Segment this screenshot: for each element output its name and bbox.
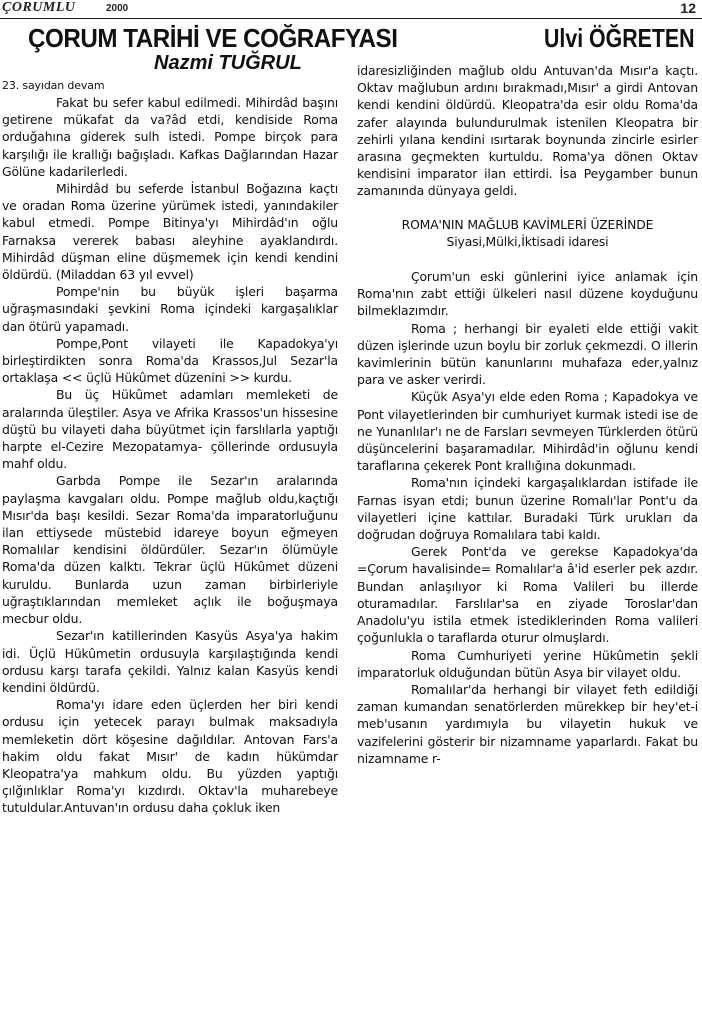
author-right: Ulvi ÖĞRETEN [543, 23, 694, 53]
paragraph: Sezar'ın katillerinden Kasyüs Asya'ya hakim idi. Üçlü Hükûmetin ordusuyla karşılaştığında kendi ordusu karşı tarafa çekildi. Yalnız kalan Kasyüs kendi kendini öldürdü. [2, 628, 338, 695]
paragraph: Fakat bu sefer kabul edilmedi. Mihirdâd başını getirene mükafat da va?âd etdi, kendiside Roma orduğahına giderek sulh istedi. Pompe birçok para karşılığı ile krallığı bağışladı. Kafkas Dağlarından Hazar Gölüne kadarilerledi. [2, 95, 338, 179]
paragraph: Roma ; herhangi bir eyaleti elde ettiği vakit düzen işlerinde uzun boylu bir zorluk çekmezdi. O illerin kavimlerinin bütün kanunlarını muhafaza eder,yalnız para ve asker verirdi. [357, 320, 698, 388]
left-column [2, 78, 338, 817]
page-header [0, 0, 702, 19]
paragraph: Bu üç Hükûmet adamları memleketi de aralarında üleştiler. Asya ve Afrika Krassos'un hissesine düştü bu vilayeti daha büyütmet için farslılarla yaptığı harpte el-Cezire Mezopatamya- çöllerinde ordusuyla mahf oldu. [2, 387, 338, 472]
issue-year: 2000 [106, 3, 129, 14]
paragraph: Mihirdâd bu seferde İstanbul Boğazına kaçtı ve oradan Roma üzerine yürümek istedi, yanındakiler kabul etmedi. Pompe Bitinya'yı Mihirdâd'ın oğlu Farnaksa vererek babası aleyhine ayaklandırdı. Mihirdâd düşman eline düşmemek için kendi kendini öldürdü. (Miladdan 63 yıl evvel) [2, 181, 338, 283]
section-subtitle: Siyasi,Mülki,İktisadi idaresi [446, 233, 609, 249]
paragraph: Küçük Asya'yı elde eden Roma ; Kapadokya ve Pont vilayetlerinden bir cumhuriyet kurmak istedi ise de ne Yunanlılar'ı ne de Farsları sevmeyen Türklerden ötürü düşüncelerini başaramadılar. Mihirdâd'in oğlunu kendi taraflarına çekerek Pont krallığına dokunmadı. [357, 389, 698, 474]
paragraph: Çorum'un eski günlerini iyice anlamak için Roma'nın zabt ettiği ülkeleri nasıl düzene koyduğunu bilmeklazımdır. [357, 269, 698, 319]
paragraph: Romalılar'da herhangi bir vilayet feth edildiği zaman kumandan senatörlerden mürekkep bir hey'et-i meb'usanın yardımıyla bu vilayetin hukuk ve vazifelerini gösterir bir nizamname yaparlardı. Fakat bu nizamname r- [357, 681, 698, 766]
paragraph: Roma'yı idare eden üçlerden her biri kendi ordusu için yetecek parayı bulmak maksadıyla memleketin dört köşesine dağıldılar. Antovan Fars'a hakim oldu fakat Mısır' de kadın hükümdar Kleopatra'ya mahkum oldu. Bu yüzden yaptığı çılğınlıklar Roma'yı kızdırdı. Oktav'la muharebeye tutuldular.Antuvan'ın ordusu daha çokluk iken [2, 697, 338, 816]
paragraph: Roma'nın içindeki kargaşalıklardan istifade ile Farnas isyan etdi; bunun üzerine Romalı'lar Pont'u da vilayetleri içine kattılar. Buradaki Türk urukları da doğrudan doğruya Romalılara tabi kaldı. [357, 475, 698, 543]
continuation-note: 23. sayıdan devam [2, 79, 105, 92]
paragraph: Garbda Pompe ile Sezar'ın aralarında paylaşma kavgaları oldu. Pompe mağlub oldu,kaçtığı Mısır'da başı kesildi. Sezar Roma'da imparatorluğunu ilan ettiysede müstebid idareye boyun eğmeyen Romalılar kendisini öldürdüler. Sezar'ın ölümüyle Roma'da düzen kalktı. Tekrar üçlü Hükûmet düzeni kuruldu. Bunlarda uzun zaman birbirleriyle uğraştıklarından memleket açlık ile boğuşmaya mecbur oldu. [2, 473, 338, 627]
section-title: ROMA'NIN MAĞLUB KAVİMLERİ ÜZERİNDE [401, 216, 654, 232]
paragraph: Roma Cumhuriyeti yerine Hükûmetin şekli imparatorluk olduğundan bütün Asya bir vilayet oldu. [357, 647, 698, 680]
page-number: 12 [680, 0, 696, 16]
paragraph: idaresizliğinden mağlub oldu Antuvan'da Mısır'a kaçtı. Oktav mağlubun ardını bırakmadı,Mısır' a girdi Antovan kendi kendini öldürdü. Kleopatra'da esir oldu Roma'da zafer alayında bulundurulmak istenilen Kleopatra bir zehirli yılana kendini ısırtarak boynunda zincirle esirler arasına geçmekten kurtuldu. Roma'ya dönen Oktav kendisini imparator ilan ettirdi. İsa Peygamber bunun zamanında dünyaya geldi. [357, 63, 698, 199]
newspaper-logo: ÇORUMLU [2, 0, 76, 15]
paragraph: Pompe,Pont vilayeti ile Kapadokya'yı birleştirdikten sonra Roma'da Krassos,Jul Sezar'la ortaklaşa << üçlü Hükûmet düzenini >> kurdu. [2, 335, 338, 386]
paragraph: Pompe'nin bu büyük işleri başarma uğraşmasındaki şevkini Roma içindeki kargaşalıklar dan ötürü yapamadı. [2, 284, 338, 334]
paragraph: Gerek Pont'da ve gerekse Kapadokya'da =Çorum havalisinde= Romalılar'a â'id eserler pek azdır. Bundan anlaşılıyor ki Roma Valileri bu illerde oturamadılar. Farslılar'sa en ziyade Toroslar'dan Anadolu'yu istila etmek istediklerinden Roma valileri çoğunlukla o taraflarda oturur olmuşlardı. [357, 544, 698, 646]
article-title: ÇORUM TARİHİ VE COĞRAFYASI [28, 23, 398, 53]
right-column [357, 62, 698, 767]
author-left: Nazmi TUĞRUL [154, 52, 302, 74]
